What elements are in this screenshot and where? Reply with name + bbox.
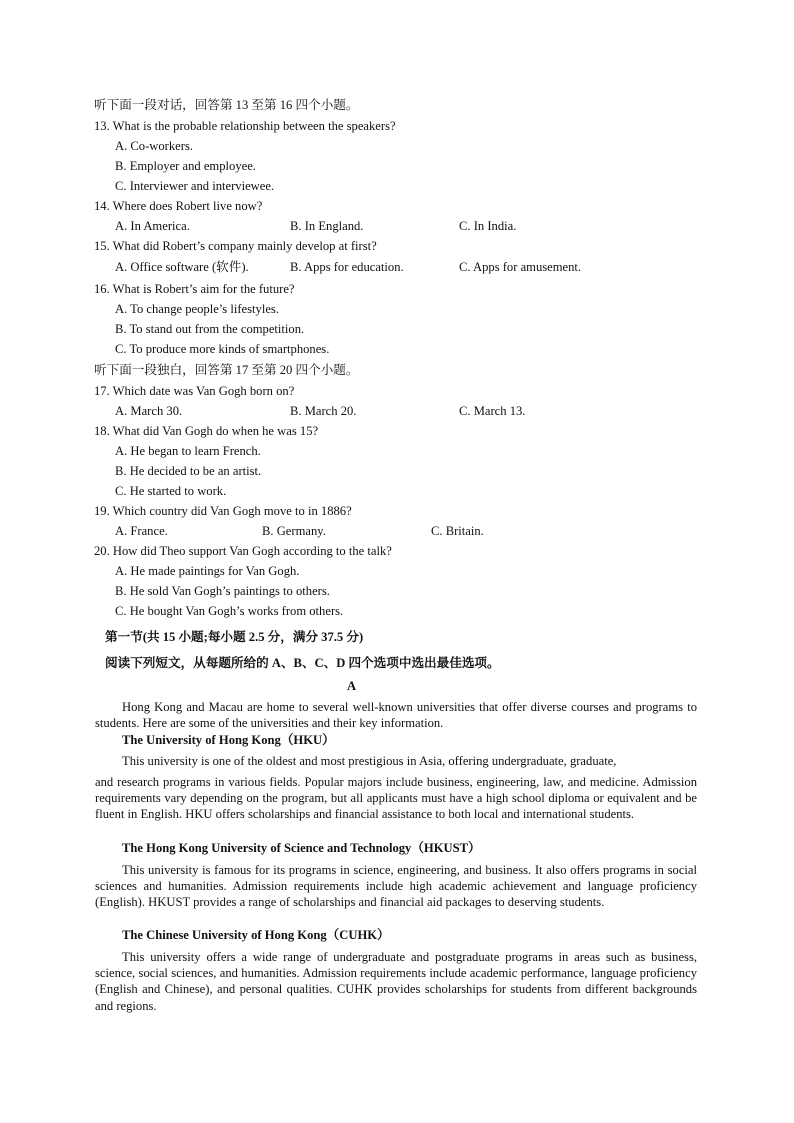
question-13: 13. What is the probable relationship between the speakers? [94,119,396,133]
cuhk-paragraph-text: This university offers a wide range of undergraduate and postgraduate programs in areas such as business, science, social sciences, and humanities. Admission requirements include academic performance, language proficiency (English and Chinese), and personal qualities. CUHK provides scholarships for students from different backgrounds and regions. [95,950,697,1013]
q20-option-c: C. He bought Van Gogh’s works from others. [115,604,344,618]
question-18: 18. What did Van Gogh do when he was 15? [94,424,319,438]
q13-option-b: B. Employer and employee. [115,159,256,173]
hku-title: The University of Hong Kong（HKU） [122,733,335,747]
q15-option-c: C. Apps for amusement. [459,260,582,274]
q18-option-c: C. He started to work. [115,484,227,498]
hku-paragraph [95,774,697,823]
q18-option-a: A. He began to learn French. [115,444,261,458]
q18-option-b: B. He decided to be an artist. [115,464,262,478]
q16-option-c: C. To produce more kinds of smartphones. [115,342,330,356]
q19-option-c: C. Britain. [431,524,484,538]
passage-letter: A [347,679,357,693]
q14-option-b: B. In England. [290,219,364,233]
section-heading: 第一节(共 15 小题;每小题 2.5 分，满分 37.5 分) [105,630,364,644]
hku-paragraph-text: and research programs in various fields. Popular majors include business, engineering, law, and medicine. Admission requirements vary depending on the program, but all applicants must have a high school diploma or equivalent and be fluent in English. HKU offers scholarships and financial assistance to both local and international students. [95,775,697,822]
q20-option-b: B. He sold Van Gogh’s paintings to others. [115,584,330,598]
question-15: 15. What did Robert’s company mainly develop at first? [94,239,377,253]
dialogue-instruction: 听下面一段对话，回答第 13 至第 16 四个小题。 [94,98,359,112]
hku-first-line: This university is one of the oldest and most prestigious in Asia, offering undergraduate, graduate, [122,754,617,768]
q19-option-a: A. France. [115,524,168,538]
hkust-paragraph-text: This university is famous for its programs in science, engineering, and business. It also offers programs in social sciences and humanities. Admission requirements include high academic achievement and language proficiency (English). HKUST provides a range of scholarships and financial aid packages to deserving students. [95,863,697,910]
hkust-paragraph [95,862,697,911]
intro-paragraph-text: Hong Kong and Macau are home to several well-known universities that offer diverse courses and programs to students. Here are some of the universities and their key information. [95,700,697,731]
q13-option-a: A. Co-workers. [115,139,193,153]
q17-option-b: B. March 20. [290,404,357,418]
q16-option-a: A. To change people’s lifestyles. [115,302,279,316]
q19-option-b: B. Germany. [262,524,326,538]
cuhk-paragraph [95,949,697,1014]
q17-option-a: A. March 30. [115,404,183,418]
q14-option-c: C. In India. [459,219,517,233]
cuhk-title: The Chinese University of Hong Kong（CUHK） [122,928,390,942]
question-14: 14. Where does Robert live now? [94,199,263,213]
question-20: 20. How did Theo support Van Gogh according to the talk? [94,544,392,558]
hkust-title: The Hong Kong University of Science and Technology（HKUST） [122,841,481,855]
question-19: 19. Which country did Van Gogh move to in 1886? [94,504,352,518]
intro-paragraph [95,699,697,731]
q15-option-a: A. Office software (软件). [115,260,249,274]
question-17: 17. Which date was Van Gogh born on? [94,384,295,398]
q13-option-c: C. Interviewer and interviewee. [115,179,275,193]
q14-option-a: A. In America. [115,219,190,233]
monologue-instruction: 听下面一段独白，回答第 17 至第 20 四个小题。 [94,363,359,377]
q20-option-a: A. He made paintings for Van Gogh. [115,564,300,578]
q16-option-b: B. To stand out from the competition. [115,322,305,336]
question-16: 16. What is Robert’s aim for the future? [94,282,295,296]
reading-instruction: 阅读下列短文，从每题所给的 A、B、C、D 四个选项中选出最佳选项。 [105,656,500,670]
q17-option-c: C. March 13. [459,404,526,418]
q15-option-b: B. Apps for education. [290,260,404,274]
